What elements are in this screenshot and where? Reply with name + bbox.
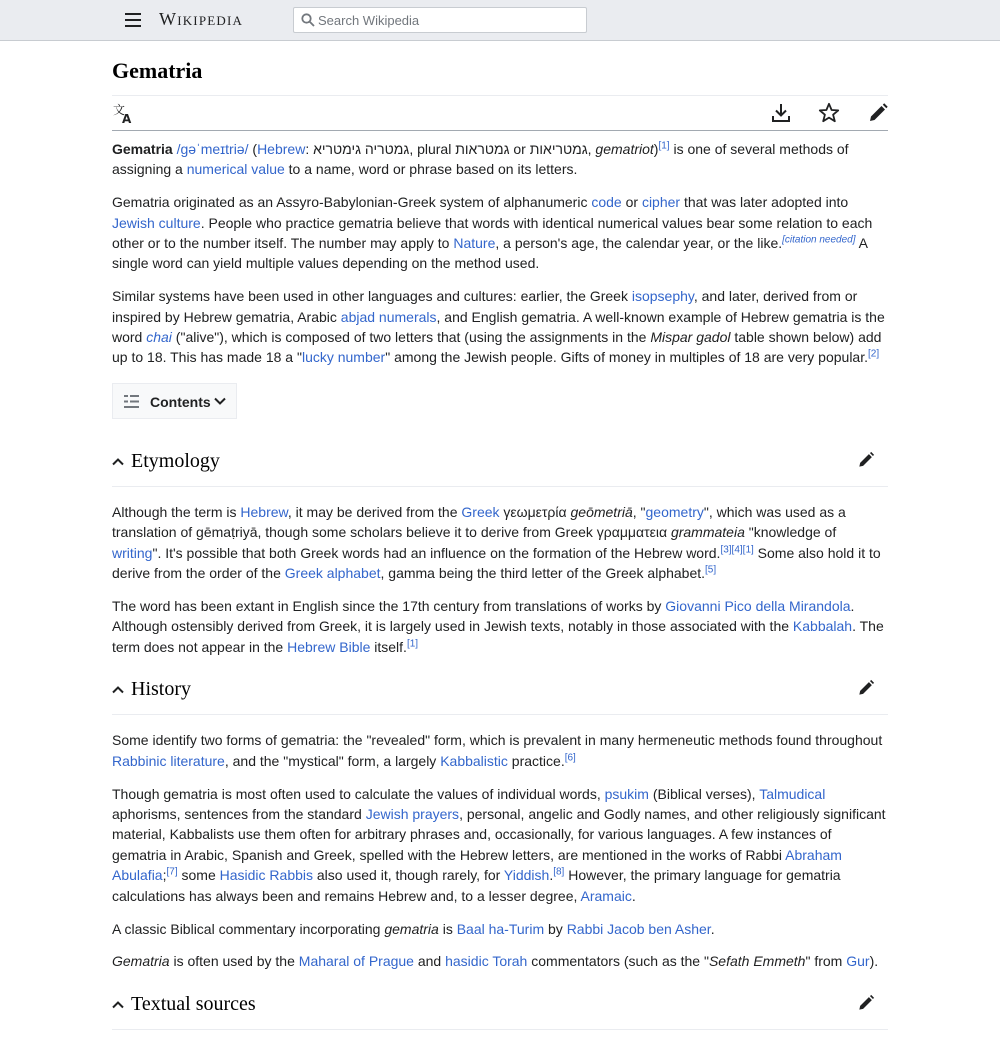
text: Some identify two forms of gematria: the "revealed" form, which is prevalent in many hermeneutic methods found throughout — [112, 732, 883, 749]
chevron-down-icon — [213, 394, 227, 408]
contents-label: Contents — [150, 393, 211, 410]
link-baal-ha-turim[interactable]: Baal ha-Turim — [456, 920, 545, 937]
text: ( — [248, 141, 258, 157]
section-header-etymology[interactable] — [112, 441, 888, 487]
text: . — [631, 887, 636, 904]
link-jewish-prayers[interactable]: Jewish prayers — [365, 806, 460, 823]
link-psukim[interactable]: psukim — [604, 785, 649, 802]
text: A classic Biblical commentary incorporating — [112, 920, 385, 937]
menu-button[interactable] — [118, 6, 148, 34]
text: "knowledge of — [744, 524, 837, 541]
link-geometry[interactable]: geometry — [645, 503, 704, 520]
download-icon[interactable] — [769, 101, 793, 125]
text: A single word can yield multiple values depending on the method used. — [112, 235, 868, 272]
link-gur[interactable]: Gur — [846, 953, 870, 970]
ipa-link[interactable]: /ɡəˈmeɪtriə/ — [176, 141, 249, 157]
italic-term: Gematria — [112, 953, 170, 970]
section-heading: History — [131, 678, 191, 701]
pencil-icon[interactable] — [866, 101, 890, 125]
section-header-textual-sources[interactable] — [112, 984, 888, 1030]
paragraph — [112, 730, 888, 771]
text: and — [413, 953, 446, 970]
text: The word has been extant in English since the 17th century from translations of works by — [112, 597, 666, 614]
link-kabbalistic[interactable]: Kabbalistic — [440, 752, 508, 769]
link-code[interactable]: code — [591, 194, 622, 211]
paragraph — [112, 596, 888, 657]
link-hebrew[interactable]: Hebrew — [240, 503, 288, 520]
text: ; — [162, 867, 167, 884]
italic-term: gematria — [384, 920, 439, 937]
text: by — [544, 920, 567, 937]
reference[interactable]: [1] — [658, 140, 670, 152]
text: some — [177, 867, 220, 884]
search-box[interactable] — [293, 7, 587, 33]
italic-term: gematriot — [595, 141, 654, 157]
text: γεωμετρία — [499, 503, 571, 520]
text: ". It's possible that both Greek words had an influence on the formation of the Hebrew word. — [152, 544, 721, 561]
reference[interactable]: [5] — [705, 564, 717, 576]
link-hasidic-torah[interactable]: hasidic Torah — [445, 953, 528, 970]
text: " among the Jewish people. Gifts of money in multiples of 18 are very popular. — [385, 349, 868, 366]
link-jewish-culture[interactable]: Jewish culture — [112, 214, 201, 231]
search-input[interactable] — [318, 10, 580, 30]
link-jacob-ben-asher[interactable]: Rabbi Jacob ben Asher — [566, 920, 711, 937]
link-abjad-numerals[interactable]: abjad numerals — [340, 308, 437, 325]
lead-paragraph — [112, 192, 888, 274]
text: . The term does not appear in the — [112, 618, 884, 655]
text: is often used by the — [169, 953, 299, 970]
article-content — [112, 139, 888, 1045]
citation-needed[interactable]: [citation needed] — [782, 234, 856, 246]
contents-toggle[interactable] — [112, 383, 237, 419]
wikipedia-wordmark[interactable]: Wikipedia — [159, 9, 244, 29]
reference[interactable]: [8] — [553, 866, 565, 878]
lead-paragraph — [112, 139, 888, 180]
link-nature[interactable]: Nature — [453, 235, 496, 252]
top-header — [0, 0, 1000, 41]
toolbar-divider — [112, 130, 888, 131]
search-icon — [301, 13, 315, 27]
menu-icon-bar — [125, 25, 141, 27]
link-lucky-number[interactable]: lucky number — [301, 349, 386, 366]
text: : גמטריה גימטריא, plural גמטראות or גמטריאות, — [305, 141, 596, 157]
text: , gamma being the third letter of the Greek alphabet. — [380, 565, 706, 582]
italic-term: geōmetriā — [570, 503, 633, 520]
text: to a name, word or phrase based on its letters. — [284, 161, 578, 178]
text: " from — [805, 953, 847, 970]
reference[interactable]: [1] — [406, 638, 419, 650]
text: practice. — [507, 752, 565, 769]
reference[interactable]: [2] — [868, 348, 880, 360]
paragraph — [112, 502, 888, 584]
text: , " — [632, 503, 646, 520]
text: , and English gematria. A well-known example of Hebrew gematria is the word — [112, 308, 885, 346]
text: itself. — [370, 638, 407, 655]
text: aphorisms, sentences from the standard — [112, 806, 366, 823]
pencil-icon[interactable] — [856, 678, 876, 698]
text: commentators (such as the " — [527, 953, 709, 970]
text: , and later, derived from or inspired by Hebrew gematria, Arabic — [112, 288, 858, 325]
text: ("alive"), which is composed of two letters that (using the assignments in the — [171, 329, 651, 346]
text: ). — [869, 953, 879, 970]
pencil-icon[interactable] — [856, 450, 876, 470]
link-writing[interactable]: writing — [112, 544, 153, 561]
text: (Biblical verses), — [648, 785, 760, 802]
text: . — [710, 920, 715, 937]
link-aramaic[interactable]: Aramaic — [580, 887, 632, 904]
link-abraham-abulafia[interactable]: Abraham Abulafia — [112, 846, 842, 884]
text: However, the primary language for gematria calculations has always been and remains Hebrew and, to a lesser degree, — [112, 867, 841, 904]
text: Some also hold it to derive from the order of the — [112, 544, 881, 582]
chevron-up-icon — [112, 999, 124, 1011]
section-header-history[interactable] — [112, 669, 888, 715]
text: Gematria originated as an Assyro-Babylonian-Greek system of alphanumeric — [112, 194, 592, 211]
link-cipher[interactable]: cipher — [641, 194, 681, 211]
text: ", which was used as a translation of gēmaṭriyā, though some scholars believe it to derive from Greek γραμματεια — [112, 503, 846, 541]
link-rabbinic-literature[interactable]: Rabbinic literature — [112, 752, 225, 769]
text: table shown below) add up to 18. This has made 18 a " — [112, 329, 882, 366]
section-heading: Textual sources — [131, 993, 256, 1016]
text: , personal, angelic and Godly names, and other religiously significant material, Kabbalists use them often for arbitrary phrases and, occasionally, for various languages. A few instances of gematria in Arabic, Spanish and Greek, spelled with the Hebrew letters, are mentioned in the works of Rabbi — [112, 806, 886, 863]
reference[interactable]: [3][4][1] — [720, 544, 754, 555]
text: ) — [653, 141, 659, 157]
text: Though gematria is most often used to calculate the values of individual words, — [112, 785, 605, 802]
section-heading: Etymology — [131, 449, 220, 472]
paragraph — [112, 784, 888, 906]
svg-text:A: A — [122, 112, 132, 125]
link-pico-della-mirandola[interactable]: Giovanni Pico della Mirandola — [665, 597, 851, 614]
link-isopsephy[interactable]: isopsephy — [631, 288, 694, 305]
paragraph — [112, 951, 888, 971]
text: also used it, though rarely, for — [313, 867, 504, 884]
text: , it may be derived from the — [287, 503, 462, 520]
menu-icon-bar — [125, 13, 141, 15]
chevron-up-icon — [112, 684, 124, 696]
text: or — [621, 194, 642, 211]
italic-term: Sefath Emmeth — [708, 953, 806, 970]
link-greek[interactable]: Greek — [461, 503, 500, 520]
link-maharal-of-prague[interactable]: Maharal of Prague — [298, 953, 414, 970]
text: is one of several methods of assigning a — [112, 141, 849, 178]
pencil-icon[interactable] — [856, 993, 876, 1013]
link-greek-alphabet[interactable]: Greek alphabet — [284, 565, 381, 582]
link-numerical-value[interactable]: numerical value — [186, 161, 285, 178]
italic-term: grammateia — [670, 524, 745, 541]
star-icon[interactable] — [817, 101, 841, 125]
text: Although the term is — [112, 503, 241, 520]
italic-term: Mispar gadol — [650, 329, 731, 346]
link-hebrew[interactable]: Hebrew — [257, 141, 306, 157]
bold-term: Gematria — [112, 141, 173, 157]
title-divider — [112, 95, 888, 96]
link-hasidic-rabbis[interactable]: Hasidic Rabbis — [219, 867, 313, 884]
paragraph — [112, 919, 888, 939]
text: , and the "mystical" form, a largely — [224, 752, 441, 769]
text: . — [549, 867, 554, 884]
text: . People who practice gematria believe that words with identical numerical values bear some relation to each other or to the number itself. The number may apply to — [112, 214, 873, 252]
link-kabbalah[interactable]: Kabbalah — [792, 618, 853, 635]
svg-text:文: 文 — [113, 103, 126, 117]
text: . Although ostensibly derived from Greek, it is largely used in Jewish texts, notably in those associated with the — [112, 597, 855, 635]
text: , a person's age, the calendar year, or the like. — [495, 235, 783, 252]
link-chai[interactable]: chai — [146, 329, 172, 346]
text: Similar systems have been used in other languages and cultures: earlier, the Greek — [112, 288, 632, 305]
link-yiddish[interactable]: Yiddish — [503, 867, 550, 884]
chevron-up-icon — [112, 456, 124, 468]
lead-paragraph — [112, 286, 888, 368]
text: that was later adopted into — [680, 194, 849, 211]
list-icon — [124, 394, 139, 409]
link-hebrew-bible[interactable]: Hebrew Bible — [287, 638, 371, 655]
menu-icon-bar — [125, 19, 141, 21]
page-title: Gematria — [112, 58, 203, 83]
language-icon[interactable] — [112, 101, 136, 125]
reference[interactable]: [6] — [564, 752, 576, 764]
link-talmudical[interactable]: Talmudical — [759, 785, 826, 802]
reference[interactable]: [7] — [166, 866, 178, 878]
text: is — [438, 920, 457, 937]
